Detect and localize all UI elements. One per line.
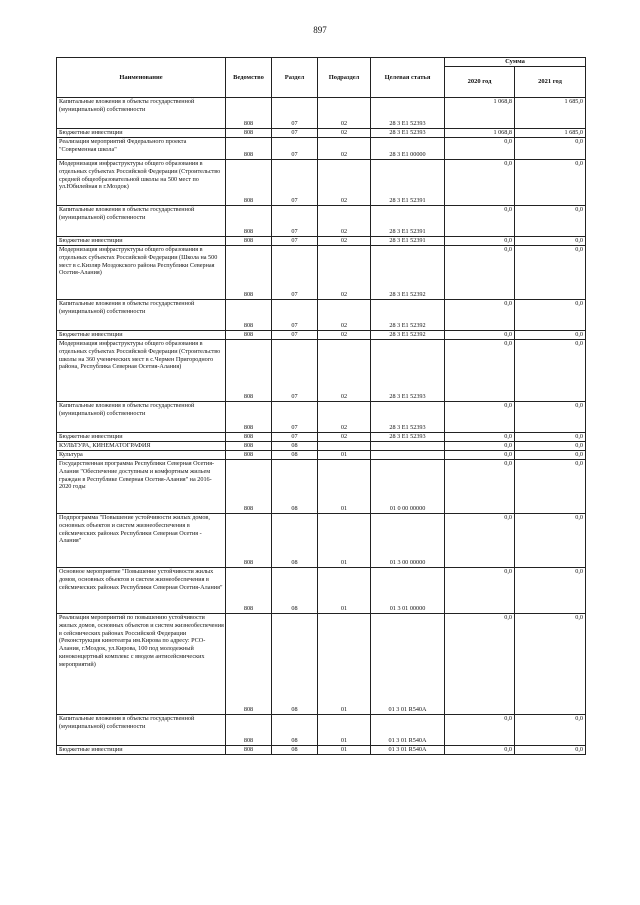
row-subsection-cell: 02 — [318, 340, 371, 402]
row-name-cell: Бюджетные инвестиции — [57, 746, 226, 755]
row-section-cell: 07 — [272, 138, 318, 160]
header-department: Ведомство — [226, 58, 272, 98]
row-2020-value-cell: 0,0 — [445, 433, 515, 442]
row-department-cell: 808 — [226, 160, 272, 206]
row-subsection-cell: 02 — [318, 129, 371, 138]
row-name-cell: Капитальные вложения в объекты государственной (муниципальной) собственности — [57, 206, 226, 237]
row-2020-value-cell: 0,0 — [445, 614, 515, 715]
row-subsection-cell: 02 — [318, 300, 371, 331]
table-row — [57, 568, 586, 614]
row-2020-value-cell: 0,0 — [445, 442, 515, 451]
row-2021-value-cell: 0,0 — [515, 568, 586, 614]
row-subsection-cell: 01 — [318, 514, 371, 568]
row-article-cell: 28 3 E1 52392 — [371, 331, 445, 340]
row-2021-value-cell: 1 685,0 — [515, 98, 586, 129]
row-section-cell: 07 — [272, 98, 318, 129]
row-2021-value-cell: 0,0 — [515, 206, 586, 237]
row-2020-value-cell: 0,0 — [445, 568, 515, 614]
row-article-cell: 01 3 01 00000 — [371, 568, 445, 614]
row-name-cell: Бюджетные инвестиции — [57, 433, 226, 442]
row-name-cell: Подпрограмма "Повышение устойчивости жилых домов, основных объектов и систем жизнеобеспечения в сейсмических районах Республики Северная Осетия - Алания" — [57, 514, 226, 568]
budget-table — [56, 57, 586, 755]
row-2021-value-cell: 0,0 — [515, 246, 586, 300]
row-section-cell: 07 — [272, 331, 318, 340]
row-department-cell: 808 — [226, 300, 272, 331]
row-article-cell: 28 3 E1 52392 — [371, 300, 445, 331]
row-subsection-cell: 01 — [318, 568, 371, 614]
row-name-cell: Государственная программа Республики Северная Осетия-Алания "Обеспечение доступным и комфортным жильем граждан в Республике Северная Осетия-Алания" на 2016-2020 годы — [57, 460, 226, 514]
table-row — [57, 442, 586, 451]
row-name-cell: Модернизация инфраструктуры общего образования в отдельных субъектах Российской Федерации (Школа на 500 мест в с.Кизляр Моздокского района Республики Северная Осетия-Алания) — [57, 246, 226, 300]
row-section-cell: 08 — [272, 451, 318, 460]
row-name-cell: Капитальные вложения в объекты государственной (муниципальной) собственности — [57, 715, 226, 746]
row-name-cell: Реализация мероприятий по повышению устойчивости жилых домов, основных объектов и систем жизнеобеспечения в сейсмических районах Российской Федерации (Реконструкция кинотеатра им.Кирова по адресу: РСО-Алания, г.Моздок, ул.Кирова, 100 под молодежный киноконцертный комплекс с вводом антисейсмических мероприятий) — [57, 614, 226, 715]
row-name-cell: Реализация мероприятий Федерального проекта "Современная школа" — [57, 138, 226, 160]
row-section-cell: 08 — [272, 460, 318, 514]
row-department-cell: 808 — [226, 402, 272, 433]
row-subsection-cell: 01 — [318, 451, 371, 460]
row-section-cell: 08 — [272, 442, 318, 451]
row-name-cell: Капитальные вложения в объекты государственной (муниципальной) собственности — [57, 98, 226, 129]
row-2020-value-cell: 0,0 — [445, 237, 515, 246]
row-department-cell: 808 — [226, 442, 272, 451]
row-2020-value-cell: 0,0 — [445, 331, 515, 340]
row-name-cell: Основное мероприятие "Повышение устойчивости жилых домов, основных объектов и систем жизнеобеспечения в сейсмических районах Республики Северная Осетия-Алания" — [57, 568, 226, 614]
row-department-cell: 808 — [226, 206, 272, 237]
row-department-cell: 808 — [226, 451, 272, 460]
row-name-cell: Бюджетные инвестиции — [57, 129, 226, 138]
row-2020-value-cell: 0,0 — [445, 715, 515, 746]
row-article-cell: 28 3 E1 52391 — [371, 206, 445, 237]
table-header — [57, 58, 586, 98]
row-department-cell: 808 — [226, 331, 272, 340]
row-2020-value-cell: 0,0 — [445, 402, 515, 433]
row-section-cell: 08 — [272, 715, 318, 746]
row-2020-value-cell: 0,0 — [445, 514, 515, 568]
row-article-cell: 28 3 E1 52393 — [371, 98, 445, 129]
row-2020-value-cell: 1 068,8 — [445, 129, 515, 138]
row-department-cell: 808 — [226, 433, 272, 442]
row-2021-value-cell: 0,0 — [515, 442, 586, 451]
row-section-cell: 08 — [272, 614, 318, 715]
table-row — [57, 715, 586, 746]
row-article-cell: 01 0 00 00000 — [371, 460, 445, 514]
row-subsection-cell: 02 — [318, 237, 371, 246]
row-2020-value-cell: 0,0 — [445, 160, 515, 206]
row-2021-value-cell: 0,0 — [515, 138, 586, 160]
row-department-cell: 808 — [226, 129, 272, 138]
row-subsection-cell: 02 — [318, 160, 371, 206]
row-article-cell — [371, 451, 445, 460]
row-article-cell: 28 3 E1 52392 — [371, 246, 445, 300]
row-department-cell: 808 — [226, 246, 272, 300]
header-year-2021: 2021 год — [515, 67, 586, 98]
table-row — [57, 331, 586, 340]
header-year-2020: 2020 год — [445, 67, 515, 98]
row-subsection-cell — [318, 442, 371, 451]
row-name-cell: Бюджетные инвестиции — [57, 331, 226, 340]
row-2020-value-cell: 0,0 — [445, 206, 515, 237]
row-department-cell: 808 — [226, 568, 272, 614]
row-name-cell: КУЛЬТУРА, КИНЕМАТОГРАФИЯ — [57, 442, 226, 451]
table-row — [57, 614, 586, 715]
table-row — [57, 237, 586, 246]
row-department-cell: 808 — [226, 460, 272, 514]
row-2020-value-cell: 0,0 — [445, 300, 515, 331]
row-2020-value-cell: 0,0 — [445, 340, 515, 402]
row-2021-value-cell: 0,0 — [515, 331, 586, 340]
row-section-cell: 08 — [272, 568, 318, 614]
table-row — [57, 160, 586, 206]
table-row — [57, 433, 586, 442]
table-row — [57, 514, 586, 568]
row-2021-value-cell: 0,0 — [515, 340, 586, 402]
row-article-cell: 01 3 01 R540A — [371, 614, 445, 715]
row-section-cell: 07 — [272, 246, 318, 300]
table-body — [57, 98, 586, 755]
row-2021-value-cell: 1 685,0 — [515, 129, 586, 138]
row-2020-value-cell: 0,0 — [445, 246, 515, 300]
row-article-cell: 28 3 E1 52391 — [371, 160, 445, 206]
table-row — [57, 300, 586, 331]
row-subsection-cell: 02 — [318, 138, 371, 160]
row-section-cell: 07 — [272, 160, 318, 206]
row-2021-value-cell: 0,0 — [515, 237, 586, 246]
row-subsection-cell: 02 — [318, 433, 371, 442]
row-subsection-cell: 02 — [318, 402, 371, 433]
row-section-cell: 07 — [272, 300, 318, 331]
row-article-cell: 01 3 01 R540A — [371, 715, 445, 746]
row-2021-value-cell: 0,0 — [515, 514, 586, 568]
row-section-cell: 07 — [272, 237, 318, 246]
row-article-cell — [371, 442, 445, 451]
row-name-cell: Модернизация инфраструктуры общего образования в отдельных субъектах Российской Федерации (Строительство школы на 360 ученических мест в с.Чермен Пригородного района, Республика Северная Осетия-Алания) — [57, 340, 226, 402]
header-target-article: Целевая статья — [371, 58, 445, 98]
row-department-cell: 808 — [226, 514, 272, 568]
row-section-cell: 08 — [272, 746, 318, 755]
table-row — [57, 460, 586, 514]
header-section: Раздел — [272, 58, 318, 98]
row-2020-value-cell: 0,0 — [445, 451, 515, 460]
row-name-cell: Бюджетные инвестиции — [57, 237, 226, 246]
row-article-cell: 01 3 01 R540A — [371, 746, 445, 755]
row-article-cell: 28 3 E1 00000 — [371, 138, 445, 160]
table-row — [57, 138, 586, 160]
row-subsection-cell: 02 — [318, 98, 371, 129]
row-department-cell: 808 — [226, 746, 272, 755]
row-department-cell: 808 — [226, 98, 272, 129]
row-section-cell: 07 — [272, 206, 318, 237]
table-row — [57, 129, 586, 138]
row-section-cell: 07 — [272, 433, 318, 442]
row-article-cell: 28 3 E1 52393 — [371, 340, 445, 402]
table-row — [57, 206, 586, 237]
row-2021-value-cell: 0,0 — [515, 460, 586, 514]
row-department-cell: 808 — [226, 715, 272, 746]
row-article-cell: 28 3 E1 52391 — [371, 237, 445, 246]
row-department-cell: 808 — [226, 237, 272, 246]
header-sum: Сумма — [445, 58, 586, 67]
row-name-cell: Капитальные вложения в объекты государственной (муниципальной) собственности — [57, 300, 226, 331]
row-2021-value-cell: 0,0 — [515, 433, 586, 442]
header-subsection: Подраздел — [318, 58, 371, 98]
row-2020-value-cell: 1 068,8 — [445, 98, 515, 129]
table-row — [57, 746, 586, 755]
row-2021-value-cell: 0,0 — [515, 160, 586, 206]
row-department-cell: 808 — [226, 614, 272, 715]
row-2020-value-cell: 0,0 — [445, 460, 515, 514]
row-2021-value-cell: 0,0 — [515, 300, 586, 331]
row-section-cell: 07 — [272, 402, 318, 433]
row-2020-value-cell: 0,0 — [445, 746, 515, 755]
row-subsection-cell: 02 — [318, 206, 371, 237]
row-subsection-cell: 02 — [318, 331, 371, 340]
row-department-cell: 808 — [226, 340, 272, 402]
row-article-cell: 28 3 E1 52393 — [371, 129, 445, 138]
row-2021-value-cell: 0,0 — [515, 746, 586, 755]
row-subsection-cell: 01 — [318, 715, 371, 746]
row-article-cell: 28 3 E1 52393 — [371, 433, 445, 442]
row-2021-value-cell: 0,0 — [515, 402, 586, 433]
table-row — [57, 451, 586, 460]
row-name-cell: Модернизация инфраструктуры общего образования в отдельных субъектах Российской Федерации (Строительство средней общеобразовательной школы на 500 мест по ул.Юбилейная в г.Моздок) — [57, 160, 226, 206]
header-name: Наименование — [57, 58, 226, 98]
row-name-cell: Культура — [57, 451, 226, 460]
row-subsection-cell: 02 — [318, 246, 371, 300]
page-number: 897 — [313, 25, 327, 35]
row-article-cell: 28 3 E1 52393 — [371, 402, 445, 433]
row-section-cell: 07 — [272, 129, 318, 138]
table-row — [57, 402, 586, 433]
row-subsection-cell: 01 — [318, 614, 371, 715]
row-subsection-cell: 01 — [318, 460, 371, 514]
row-2021-value-cell: 0,0 — [515, 614, 586, 715]
row-2020-value-cell: 0,0 — [445, 138, 515, 160]
table-row — [57, 246, 586, 300]
table-row — [57, 98, 586, 129]
row-subsection-cell: 01 — [318, 746, 371, 755]
row-section-cell: 07 — [272, 340, 318, 402]
row-section-cell: 08 — [272, 514, 318, 568]
table-row — [57, 340, 586, 402]
row-department-cell: 808 — [226, 138, 272, 160]
row-name-cell: Капитальные вложения в объекты государственной (муниципальной) собственности — [57, 402, 226, 433]
row-article-cell: 01 3 00 00000 — [371, 514, 445, 568]
row-2021-value-cell: 0,0 — [515, 715, 586, 746]
row-2021-value-cell: 0,0 — [515, 451, 586, 460]
